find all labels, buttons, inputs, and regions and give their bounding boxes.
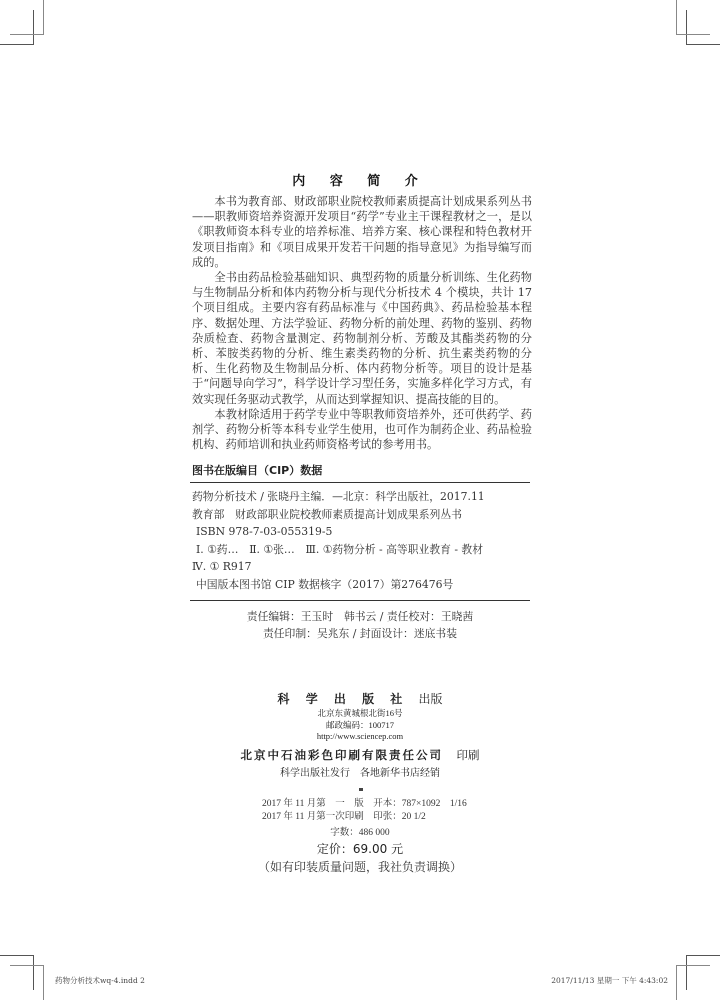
intro-section [192,194,532,452]
crop-mark [676,34,710,35]
crop-mark [43,965,44,1000]
crop-mark [33,10,34,45]
cip-line: Ⅰ. ①药… Ⅱ. ①张… Ⅲ. ①药物分析 - 高等职业教育 - 教材 [196,542,484,556]
crop-mark [0,955,34,956]
crop-mark [686,10,687,45]
crop-mark [676,0,677,35]
intro-paragraph: 全书由药品检验基础知识、典型药物的质量分析训练、生化药物与生物制品分析和体内药物分析与现代分析技术 4 个模块，共计 17 个项目组成。主要内容有药品标准与《中国药典》、药品检验基本程序、数据处理、方法学验证、药物分析的前处理、药物的鉴别、药物杂质检查、药物含量测定、药物制剂分析、芳酸及其酯类药物的分析、苯胺类药物的分析、维生素类药物的分析、抗生素类药物的分析、生化药物及生物制品分析、体内药物分析等。项目的设计是基于“问题导向学习”，科学设计学习型任务，实施多样化学习方式，有效实现任务驱动式教学，从而达到掌握知识、提高技能的目的。 [192,271,532,406]
publisher-name: 科 学 出 版 社 出版 [277,692,443,706]
staff-line: 责任印制：吴兆东 / 封面设计：迷底书装 [262,627,458,640]
price: 定价：69.00 元 [316,842,404,856]
cip-line: ISBN 978-7-03-055319-5 [196,525,333,538]
crop-mark [0,44,34,45]
cip-line: 教育部 财政部职业院校教师素质提高计划成果系列丛书 [192,507,462,521]
divider [190,600,530,601]
printer-name: 北京中石油彩色印刷有限责任公司 印刷 [240,747,480,762]
separator-mark [359,788,363,791]
staff-credits [0,608,720,642]
page-title: 内 容 简 介 [292,174,428,189]
publisher-address: 北京东黄城根北街16号 [317,708,403,718]
cip-line: Ⅳ. ① R917 [192,560,252,573]
crop-mark [686,955,687,990]
cip-block [192,488,532,593]
publisher-block [0,690,720,782]
staff-line: 责任编辑：王玉时 韩书云 / 责任校对：王晓茜 [246,610,474,623]
cip-heading: 图书在版编目（CIP）数据 [192,464,323,477]
word-count: 字数：486 000 [330,828,390,838]
cip-line: 中国版本图书馆 CIP 数据核字（2017）第276476号 [196,577,454,591]
divider [190,482,530,483]
crop-mark [686,44,720,45]
intro-paragraph: 本书为教育部、财政部职业院校教师素质提高计划成果系列丛书——职教师资培养资源开发项目“药学”专业主干课程教材之一，是以《职教师资本科专业的培养标准、培养方案、核心课程和特色教材开发项目指南》和《项目成果开发若干问题的指导意见》为指导编写而成的。 [192,195,532,269]
slug-timestamp: 2017/11/13 星期一 下午 4:43:02 [551,976,668,985]
publisher-url: http://www.sciencep.com [316,731,404,741]
distribution: 科学出版社发行 各地新华书店经销 [280,767,440,779]
edition-specs: 2017 年 11 月第 一 版 开本：787×1092 1/16 2017 年 11 月第一次印刷 印张：20 1/2 [262,799,467,822]
crop-mark [43,0,44,35]
publisher-postcode: 邮政编码：100717 [325,719,394,730]
crop-mark [676,965,710,966]
crop-mark [686,955,720,956]
crop-mark [676,965,677,1000]
crop-mark [10,965,44,966]
cip-line: 药物分析技术 / 张晓丹主编．—北京：科学出版社，2017.11 [192,490,485,503]
quality-notice: （如有印装质量问题，我社负责调换） [257,860,462,874]
crop-mark [10,34,44,35]
crop-mark [33,955,34,990]
intro-paragraph: 本教材除适用于药学专业中等职教师资培养外，还可供药学、药剂学、药物分析等本科专业学生使用，也可作为制药企业、药品检验机构、药师培训和执业药师资格考试的参考用书。 [192,407,532,452]
slug-filename: 药物分析技术wq-4.indd 2 [55,976,145,985]
